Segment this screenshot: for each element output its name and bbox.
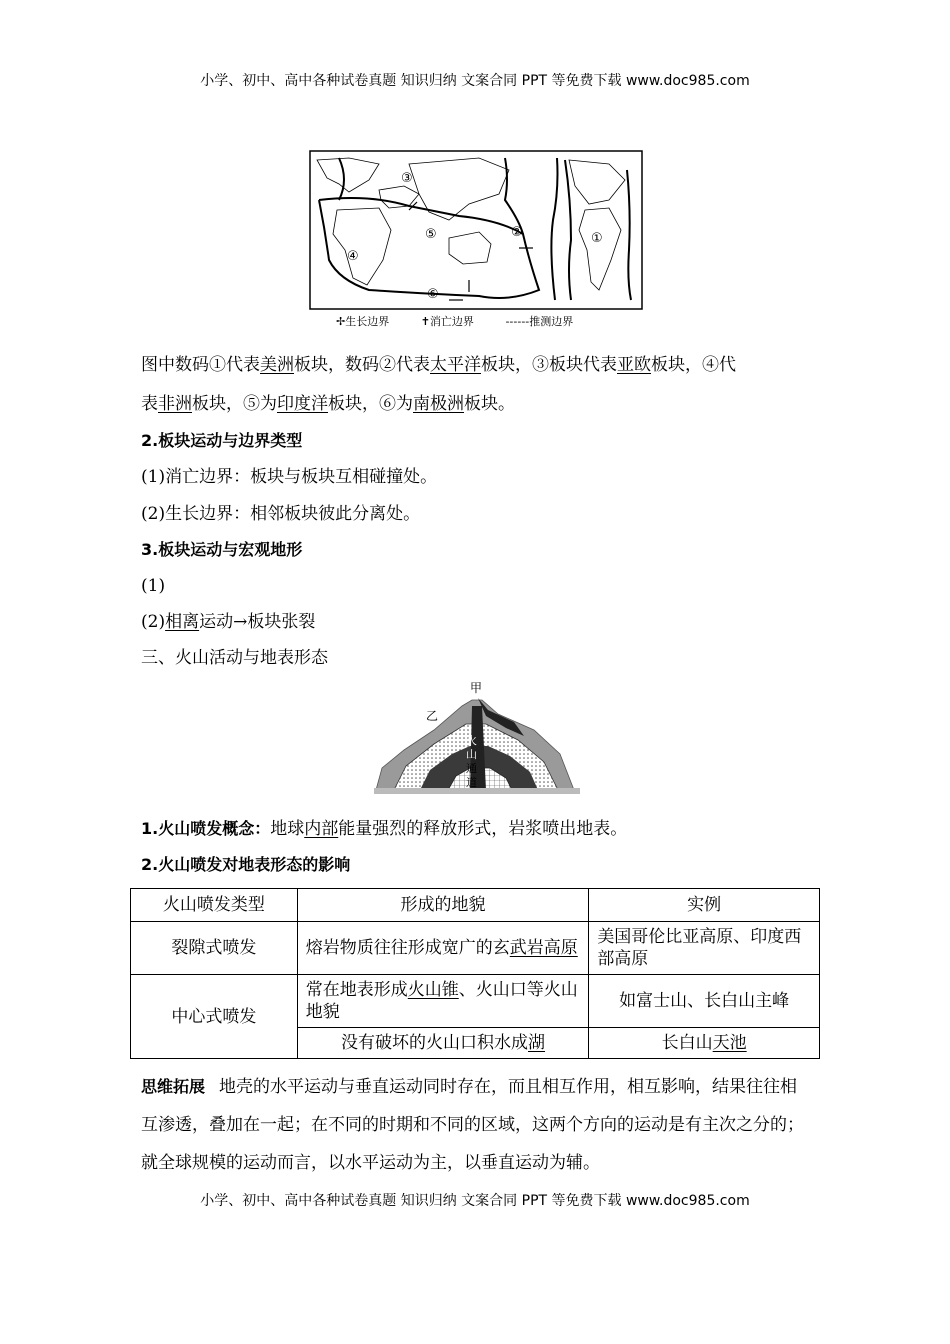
cell-example: 如富士山、长白山主峰 bbox=[589, 975, 820, 1028]
cell-example: 美国哥伦比亚高原、印度西部高原 bbox=[589, 922, 820, 975]
cell-example: 长白山天池 bbox=[589, 1028, 820, 1059]
plate-label-5: ⑤ bbox=[425, 227, 437, 242]
cell-type: 裂隙式喷发 bbox=[131, 922, 298, 975]
cell-type: 中心式喷发 bbox=[131, 975, 298, 1059]
label-jia: 甲 bbox=[470, 681, 483, 695]
plate-map-figure bbox=[309, 150, 643, 310]
cell-landform: 熔岩物质往往形成宽广的玄武岩高原 bbox=[297, 922, 589, 975]
label-yi: 乙 bbox=[426, 709, 439, 723]
table-row bbox=[131, 922, 820, 975]
extension-text: 地壳的水平运动与垂直运动同时存在，而且相互作用，相互影响，结果往往相互渗透，叠加在一起；在不同的时期和不同的区域，这两个方向的运动是有主次之分的；就全球规模的运动而言，以水平运动为主，以垂直运动为辅。 bbox=[141, 1077, 804, 1173]
legend-inferred-boundary: ------推测边界 bbox=[505, 315, 574, 328]
header-example: 实例 bbox=[589, 889, 820, 922]
legend-destructive-boundary: ✝消亡边界 bbox=[420, 315, 474, 328]
plates-paragraph-line-2: 表非洲板块，⑤为印度洋板块，⑥为南极洲板块。 bbox=[141, 394, 515, 414]
channel-char-4: 道 bbox=[466, 776, 477, 789]
table-header-row bbox=[131, 889, 820, 922]
eruption-table bbox=[130, 888, 820, 1059]
section-2-heading: 2.板块运动与边界类型 bbox=[141, 431, 303, 450]
concept-line: 1.火山喷发概念：地球内部能量强烈的释放形式，岩浆喷出地表。 bbox=[141, 819, 628, 839]
page-footer: 小学、初中、高中各种试卷真题 知识归纳 文案合同 PPT 等免费下载 www.doc985.com bbox=[200, 1193, 750, 1209]
header-type: 火山喷发类型 bbox=[131, 889, 298, 922]
plate-label-2: ② bbox=[511, 225, 523, 240]
plate-label-4: ④ bbox=[347, 249, 359, 264]
part-3-heading: 三、火山活动与地表形态 bbox=[141, 648, 328, 668]
map-legend bbox=[336, 313, 587, 329]
section-3-heading: 3.板块运动与宏观地形 bbox=[141, 540, 303, 559]
header-landform: 形成的地貌 bbox=[297, 889, 589, 922]
plate-label-1: ① bbox=[591, 231, 603, 246]
section-3-line-1: (1) bbox=[141, 576, 166, 596]
impact-heading: 2.火山喷发对地表形态的影响 bbox=[141, 855, 351, 874]
page-header: 小学、初中、高中各种试卷真题 知识归纳 文案合同 PPT 等免费下载 www.doc985.com bbox=[200, 73, 750, 89]
plate-label-6: ⑥ bbox=[427, 287, 439, 302]
cell-landform: 常在地表形成火山锥、火山口等火山地貌 bbox=[297, 975, 589, 1028]
channel-char-3: 通 bbox=[466, 762, 477, 775]
channel-char-1: 火 bbox=[466, 734, 477, 747]
volcano-diagram bbox=[374, 680, 580, 794]
extension-label: 思维拓展 bbox=[141, 1077, 206, 1096]
plates-paragraph-line-1: 图中数码①代表美洲板块，数码②代表太平洋板块，③板块代表亚欧板块，④代 bbox=[141, 355, 736, 375]
section-2-line-2: (2)生长边界：相邻板块彼此分离处。 bbox=[141, 504, 421, 524]
section-3-line-2: (2)相离运动→板块张裂 bbox=[141, 612, 316, 632]
cell-landform: 没有破坏的火山口积水成湖 bbox=[297, 1028, 589, 1059]
plate-label-3: ③ bbox=[401, 171, 413, 186]
legend-growth-boundary: ✢生长边界 bbox=[336, 315, 390, 328]
thinking-extension bbox=[141, 1068, 813, 1182]
table-row bbox=[131, 975, 820, 1028]
section-2-line-1: (1)消亡边界：板块与板块互相碰撞处。 bbox=[141, 467, 438, 487]
channel-char-2: 山 bbox=[466, 748, 477, 761]
